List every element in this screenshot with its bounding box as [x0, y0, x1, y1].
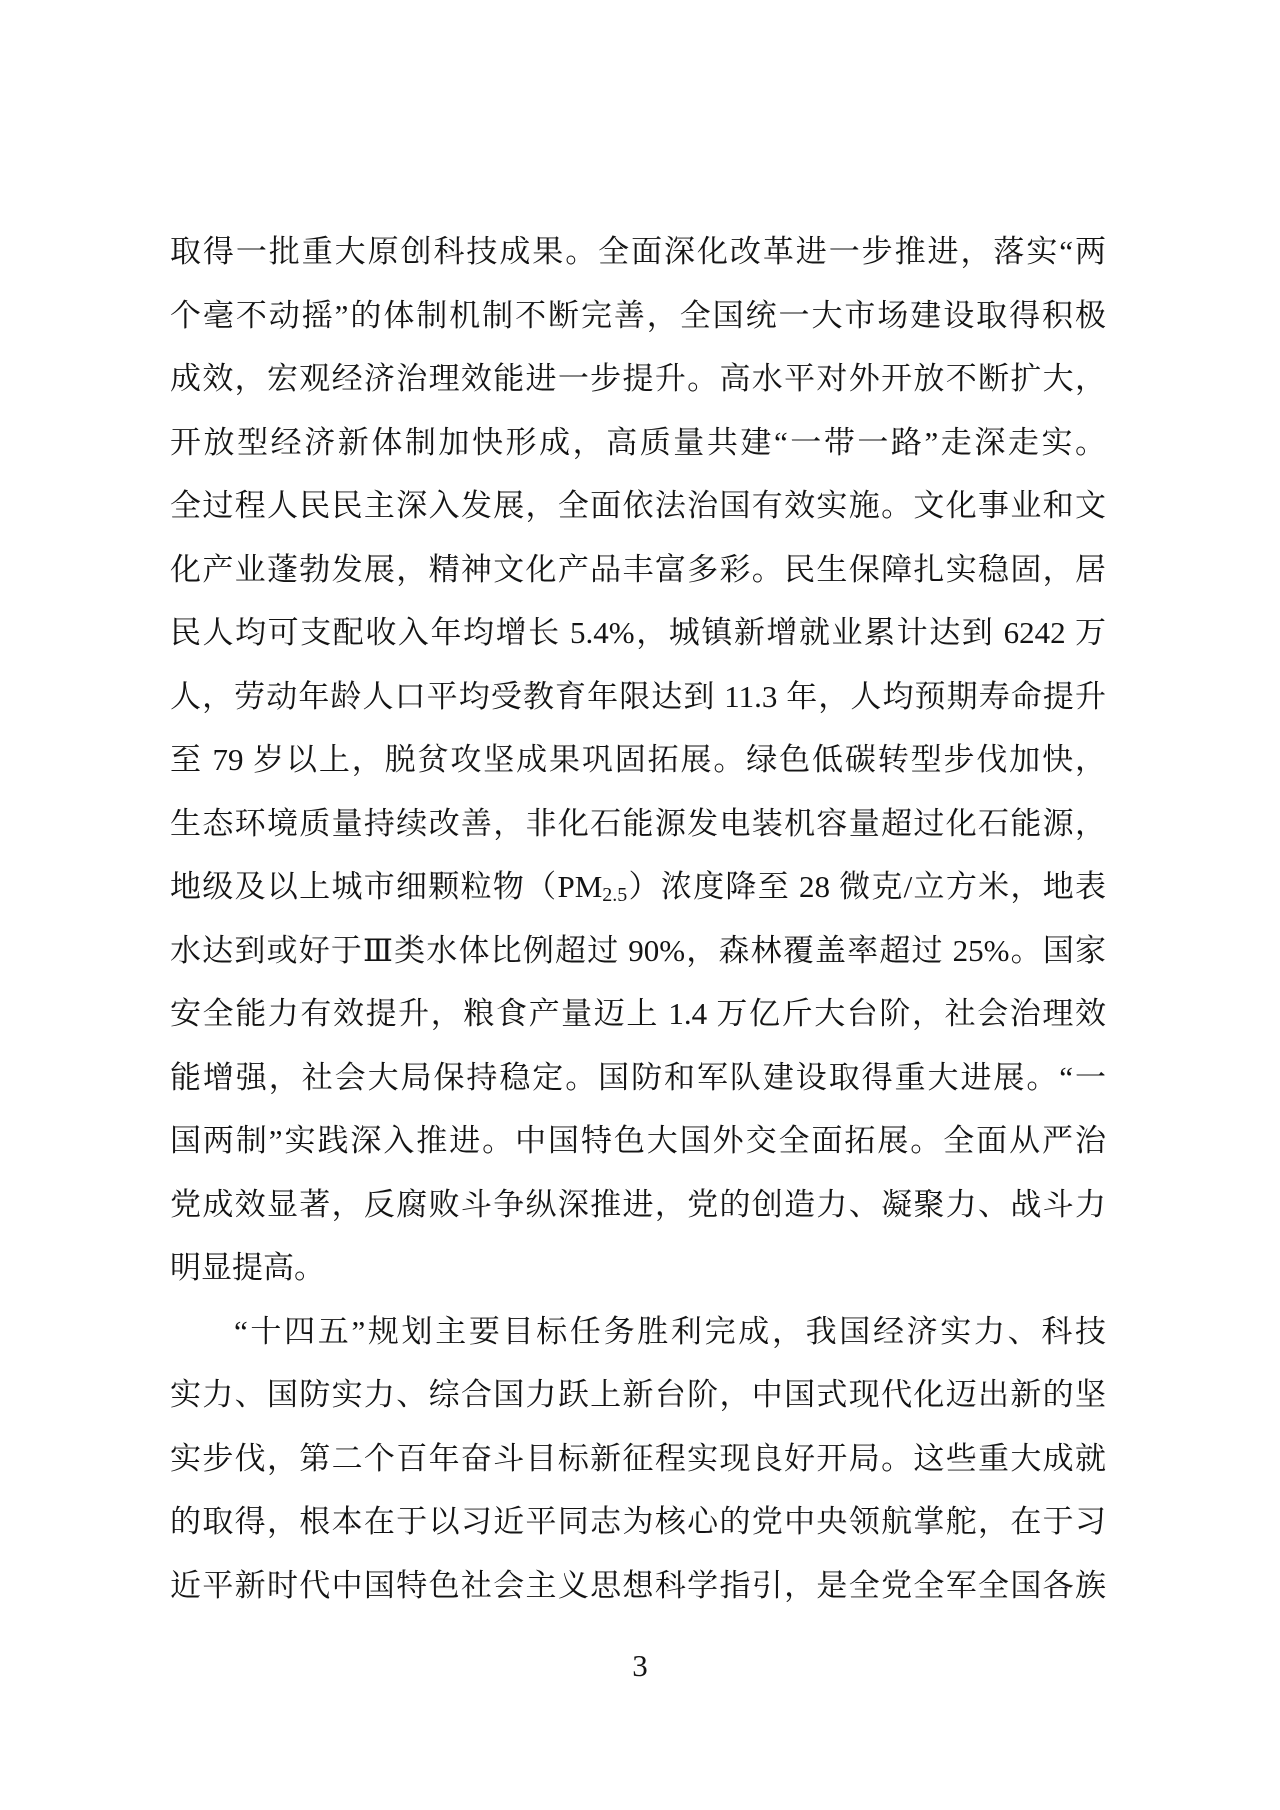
text-line: 人，劳动年龄人口平均受教育年限达到 11.3 年，人均预期寿命提升	[170, 678, 1106, 714]
text-line: 化产业蓬勃发展，精神文化产品丰富多彩。民生保障扎实稳固，居	[170, 551, 1106, 587]
text-line: 能增强，社会大局保持稳定。国防和军队建设取得重大进展。“一	[170, 1059, 1106, 1095]
text-line: 明显提高。	[170, 1250, 325, 1285]
text-line: 全过程人民民主深入发展，全面依法治国有效实施。文化事业和文	[170, 488, 1106, 523]
text-line: 的取得，根本在于以习近平同志为核心的党中央领航掌舵，在于习	[170, 1504, 1106, 1539]
text-line: 安全能力有效提升，粮食产量迈上 1.4 万亿斤大台阶，社会治理效	[170, 996, 1106, 1031]
pm25-suffix: ）浓度降至 28 微克/立方米，地表	[627, 869, 1106, 904]
text-line: 民人均可支配收入年均增长 5.4%，城镇新增就业累计达到 6242 万	[170, 615, 1106, 650]
text-line: “十四五”规划主要目标任务胜利完成，我国经济实力、科技	[234, 1313, 1106, 1349]
document-body	[170, 220, 1106, 1617]
text-line: 个毫不动摇”的体制机制不断完善，全国统一大市场建设取得积极	[170, 297, 1106, 333]
text-line: 实力、国防实力、综合国力跃上新台阶，中国式现代化迈出新的坚	[170, 1377, 1106, 1412]
text-line: 水达到或好于Ⅲ类水体比例超过 90%，森林覆盖率超过 25%。国家	[170, 932, 1106, 968]
text-line: 取得一批重大原创科技成果。全面深化改革进一步推进，落实“两	[170, 234, 1106, 269]
page-number: 3	[632, 1648, 648, 1683]
pm25-subscript: 2.5	[602, 884, 628, 906]
text-line: 至 79 岁以上，脱贫攻坚成果巩固拓展。绿色低碳转型步伐加快，	[170, 742, 1106, 777]
text-line: 开放型经济新体制加快形成，高质量共建“一带一路”走深走实。	[170, 424, 1106, 460]
text-line: 党成效显著，反腐败斗争纵深推进，党的创造力、凝聚力、战斗力	[170, 1186, 1106, 1222]
text-line: 国两制”实践深入推进。中国特色大国外交全面拓展。全面从严治	[170, 1123, 1106, 1158]
text-line: 近平新时代中国特色社会主义思想科学指引，是全党全军全国各族	[170, 1567, 1106, 1603]
text-line: 生态环境质量持续改善，非化石能源发电装机容量超过化石能源，	[170, 805, 1106, 841]
paragraph-1	[170, 220, 1106, 1300]
text-line: 成效，宏观经济治理效能进一步提升。高水平对外开放不断扩大，	[170, 361, 1106, 396]
pm25-prefix: 地级及以上城市细颗粒物（PM	[170, 869, 603, 904]
text-line-pm25	[170, 855, 1106, 919]
text-line: 实步伐，第二个百年奋斗目标新征程实现良好开局。这些重大成就	[170, 1440, 1106, 1476]
paragraph-2	[170, 1300, 1106, 1618]
